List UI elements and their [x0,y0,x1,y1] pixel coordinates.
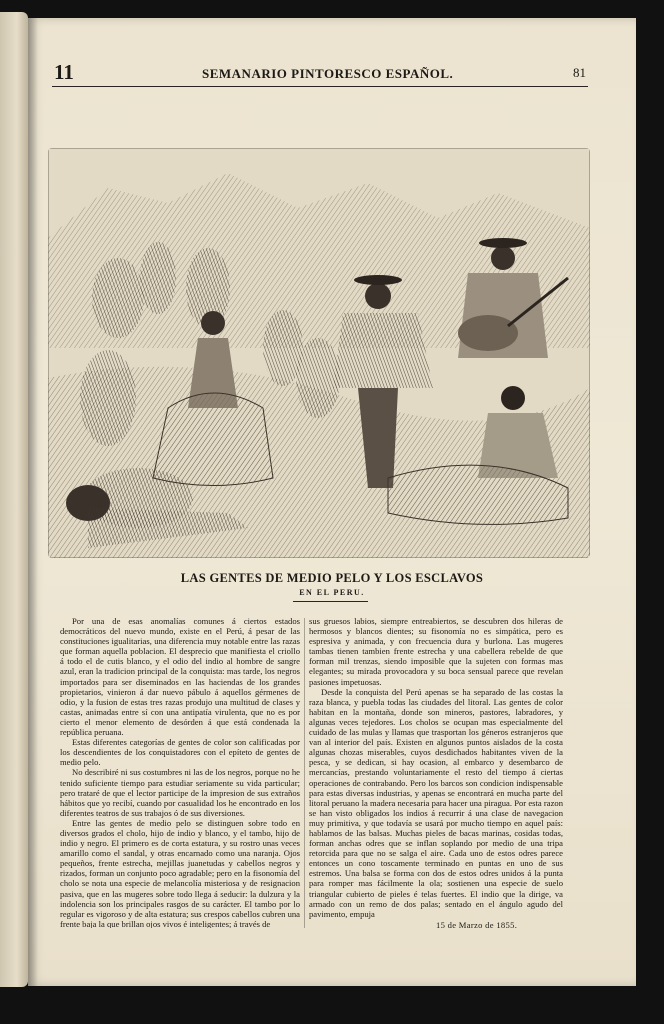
paragraph: sus gruesos labios, siempre entreabiertos, se descubren dos hileras de hermosos y blancos dientes; su fisonomía no es simpática, pero es espresiva y animada, y con frecuencia dura y burlona. Las mugeres tambas tienen tambien frente estrecha y una cabellera rebelde de que forman mil trenzas, siendo imposible que la sujeten con formas mas elegantes; su mirada provocadora y su boca sensual parece que revelan pasiones impetuosas. [309,616,563,687]
paragraph: Entre las gentes de medio pelo se distinguen sobre todo en diversos grados el cholo, hijo de indio y blanco, y el tambo, hijo de indio y negro. El primero es de corta estatura, y su rostro unas veces amarillo como el sandal, y otras encarnado como una naranja. Ojos pequeños, frente estrecha, mejillas juanetudas y cabellos negros y rizados, forman un conjunto poco agradable; pero en la fisonomía del cholo se nota una especie de melancolía misteriosa y de resignacion pasiva, que en las mugeres sobre todo llega á seducir: la dulzura y la indolencia son los principales rasgos de su carácter. El tambo por lo regular es vigoroso y de alta estatura; sus crespos cabellos cubren una frente baja la que brillan ojos vivos é inteligentes; á través de [60,817,300,928]
page-header [52,60,588,87]
dateline: 15 de Marzo de 1855. [436,920,518,930]
title-rule [293,601,368,602]
article-title: LAS GENTES DE MEDIO PELO Y LOS ESCLAVOS [180,571,484,585]
facing-page-edge [0,12,28,987]
left-text-column [60,616,300,928]
paragraph: Estas diferentes categorías de gentes de color son calificadas por los descendientes de los conquistadores con el epíteto de gentes de medio pelo. [60,737,300,768]
column-divider [304,618,305,928]
page-gutter-shadow [28,18,38,986]
issue-number: 11 [54,60,74,84]
paragraph: No describiré ni sus costumbres ni las de los negros, porque no he tenido suficiente tiempo para estudiar seriamente su vida particular; pero trataré de que el lector participe de la impresion de sus extraños hábitos que yo recibí, cuando por casualidad los he encontrado en los diferentes teatros de sus trabajos ó de sus diversiones. [60,767,300,818]
engraving-illustration [48,148,590,558]
page-number: 81 [573,65,586,80]
journal-title: SEMANARIO PINTORESCO ESPAÑOL. [202,66,454,81]
paragraph: Desde la conquista del Perú apenas se ha separado de las costas la raza blanca, y puebla todas las ciudades del litoral. Las gentes de color habitan en la montaña, donde son mineros, pastores, labradores, y algunas veces tejedores. Los cholos se ocupan mas especialmente del cuidado de las mulas y llamas que trasportan los géneros estranjeros que van al interior del país. Existen en algunos puntos aislados de la costa algunas chozas miserables, cuyos desdichados habitantes viven de la pesca, y se dedican, si hay ocasion, al embarco y desembarco de mercancías, prestando voluntariamente el resto del tiempo á ciertas operaciones de contrabando. Pero los barcos son condicion indispensable para estas diversas industrias, y apenas se encontrará en mucha parte del litoral peruano la madera necesaria para hacer una piragua. Por esta razon se han visto obligados los indios á recurrir á una clase de navegacion muy primitiva, y que todavía se usará por mucho tiempo en aquel país: hablamos de las balsas. Muchas pieles de bacas marinas, cosidas todas, forman anchas odres que se inflan soplando por medio de una tripa retorcida para que no se salga el aire. Cada uno de estos odres parece entonces un cono toscamente terminado en puntas en uno de sus estremos. Una balsa se forma con dos de estos odres unidos á la punta para romper mas fácilmente la ola; sostienen una especie de suelo triangular cubierto de pieles é telas fuertes. El indio que la dirige, va armado con un remo de dos palas; sentado en el ángulo agudo del pavimento, empuja [309,686,563,919]
paragraph: Por una de esas anomalías comunes á ciertos estados democráticos del nuevo mundo, existe en el Perú, á pesar de las constituciones igualitarias, una diferencia muy notable entre las razas que forman aquella poblacion. El desprecio que manifiesta el criollo á todo el de cutis blanco, y el odio del indio al hombre de sangre azul, eran la tradicion principal de la conquista: mas tarde, los negros importados para ser diseminados en las haciendas de los grandes propietarios, vinieron á dar nuevo pábulo á aquellos gérmenes de odio, y la fusion de estas tres razas produjo una multitud de clases y castas, animadas entre sí con una antipatía virulenta, que no es por cierto el menor elemento de desórden á que está condenada la república peruana. [60,616,300,738]
article-subtitle: EN EL PERU. [299,588,365,597]
right-text-column [309,616,563,928]
newspaper-page [28,18,636,986]
